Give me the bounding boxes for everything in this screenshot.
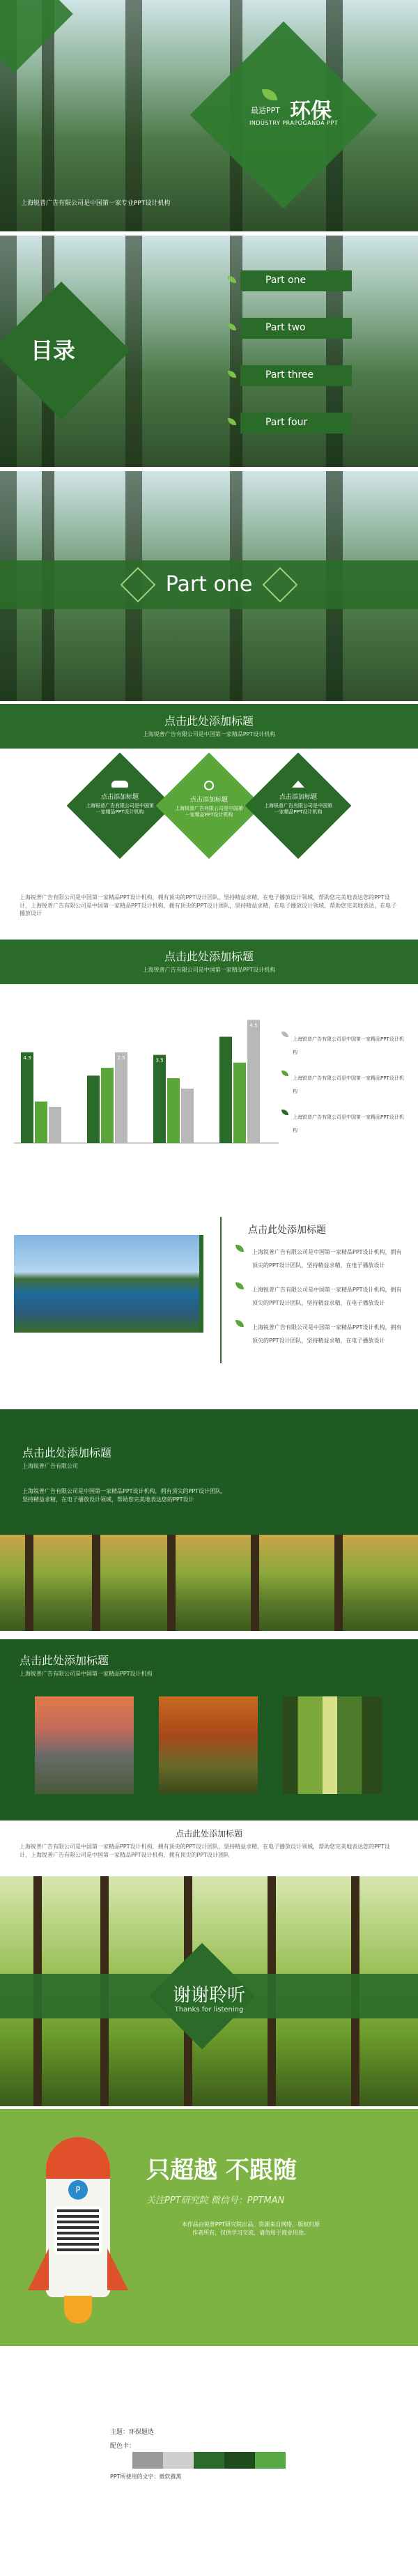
palette-swatch xyxy=(194,2452,224,2469)
leaf-icon xyxy=(281,1110,288,1115)
diamond-title: 点击添加标题 xyxy=(100,794,139,801)
slide-subtitle: 上海锐普广告有限公司 xyxy=(22,1463,78,1469)
bar xyxy=(115,1052,127,1143)
logo-prefix: 最适PPT xyxy=(251,106,280,115)
thanks-title: 谢谢聆听 xyxy=(172,1985,245,2006)
diamond-text: 上海锐普广告有限公司是中国第一家精品PPT设计机构 xyxy=(264,803,332,815)
legend-item-2 xyxy=(281,1069,407,1096)
diamond-1-content xyxy=(85,781,155,816)
slide-title: 点击此处添加标题 xyxy=(164,714,254,728)
thanks-slide xyxy=(0,1876,418,2106)
bar xyxy=(35,1101,47,1143)
agenda-title: 目录 xyxy=(31,337,76,364)
promo-brand-line: 关注PPT研究院 微信号：PPTMAN xyxy=(146,2195,285,2206)
house-icon xyxy=(292,781,304,788)
bar-chart xyxy=(14,1006,279,1160)
chart-legend xyxy=(281,1030,407,1135)
slide-header xyxy=(0,940,418,984)
agenda-slide xyxy=(0,236,418,467)
content-slide-diamonds xyxy=(0,704,418,935)
theme-line: 主题：环保题选 xyxy=(110,2429,155,2436)
slide-title: 点击此处添加标题 xyxy=(164,950,254,963)
slide-title: 点击此处添加标题 xyxy=(22,1446,112,1459)
forest-strip xyxy=(0,1535,418,1631)
fonts-line: PPT所使用的文字：微软雅黑 xyxy=(110,2474,182,2480)
diamond-title: 点击添加标题 xyxy=(189,797,228,804)
text-slide xyxy=(0,1820,418,1876)
leaf-icon xyxy=(235,1282,244,1289)
bar xyxy=(101,1068,114,1143)
bar xyxy=(167,1078,180,1143)
agenda-item-label: Part three xyxy=(265,369,314,381)
list-item xyxy=(235,1319,403,1345)
diamond-2-content xyxy=(174,781,244,819)
bar xyxy=(87,1075,100,1143)
photo-3 xyxy=(283,1696,382,1794)
list-item xyxy=(235,1281,403,1308)
promo-body: 本作品由锐普PPT研究院出品，资源来自网络，版权归原作者所有，仅供学习交流，请勿用于商业用途。 xyxy=(181,2221,320,2236)
leaf-icon xyxy=(235,1320,244,1327)
agenda-item-3[interactable] xyxy=(240,365,352,386)
cover-slide xyxy=(0,0,418,231)
leaf-icon xyxy=(228,371,236,378)
list-text: 上海锐普广告有限公司是中国第一家精品PPT设计机构，拥有顶尖的PPT设计团队，坚持精益求精，在电子播放设计 xyxy=(252,1287,402,1306)
chart-slide xyxy=(0,940,418,1171)
list-item xyxy=(235,1243,403,1270)
slide-subtitle: 上海锐普广告有限公司是中国第一家精品PPT设计机构 xyxy=(20,1671,153,1677)
leaf-icon xyxy=(281,1032,288,1037)
slide-body: 上海锐普广告有限公司是中国第一家精品PPT设计机构，拥有顶尖的PPT设计团队，坚持精益求精，在电子播放设计领域，帮助您完美地表达您的PPT设计 xyxy=(22,1488,227,1503)
rocket-fin-right xyxy=(107,2248,128,2290)
lake-frame-bar xyxy=(199,1235,203,1333)
agenda-item-1[interactable] xyxy=(240,270,352,291)
bar xyxy=(247,1020,260,1143)
section-label: Part one xyxy=(165,572,253,597)
diamond-text: 上海锐普广告有限公司是中国第一家精品PPT设计机构 xyxy=(86,803,154,815)
cover-green-triangle-left xyxy=(0,0,73,73)
palette-label: 配色卡： xyxy=(110,2443,136,2450)
feature-list xyxy=(235,1243,403,1345)
rocket-flame xyxy=(64,2296,92,2324)
palette-swatch xyxy=(255,2452,286,2469)
agenda-item-label: Part one xyxy=(265,275,307,286)
photo-grid-slide xyxy=(0,1639,418,1820)
image-list-slide xyxy=(0,1175,418,1406)
bar xyxy=(181,1089,194,1143)
slide-title: 点击此处添加标题 xyxy=(20,1654,109,1667)
legend-text: 上海锐普广告有限公司是中国第一家精品PPT设计机构 xyxy=(293,1075,404,1094)
leaf-icon xyxy=(228,276,236,283)
agenda-item-label: Part four xyxy=(265,417,308,428)
agenda-list xyxy=(240,270,352,434)
legend-item-3 xyxy=(281,1108,407,1135)
slide-subtitle: 上海锐普广告有限公司是中国第一家精品PPT设计机构 xyxy=(142,967,276,973)
photo-1 xyxy=(35,1696,134,1794)
data-label: 4.5 xyxy=(249,1022,258,1029)
agenda-item-2[interactable] xyxy=(240,318,352,339)
leaf-icon xyxy=(235,1245,244,1252)
leaf-icon xyxy=(228,418,236,425)
diamond-text: 上海锐普广告有限公司是中国第一家精品PPT设计机构 xyxy=(175,806,243,818)
legend-text: 上海锐普广告有限公司是中国第一家精品PPT设计机构 xyxy=(293,1114,404,1133)
bar xyxy=(219,1036,232,1143)
slide-body: 上海锐普广告有限公司是中国第一家精品PPT设计机构，拥有顶尖的PPT设计团队，坚持精益求精，在电子播放设计领域，帮助您完美地表达您的PPT设计，上海锐普广告有限公司是中国第一家精品PPT设计机构，拥有顶尖的PPT设计团队，坚持精益求精，在电子播放设计领域，帮助您完美地表达，在电子播放设计 xyxy=(20,894,397,917)
promo-slide xyxy=(0,2109,418,2346)
rocket-badge-icon: P xyxy=(68,2180,88,2200)
bar xyxy=(153,1055,166,1143)
data-label: 2.5 xyxy=(117,1055,125,1061)
rocket-nose xyxy=(46,2137,110,2179)
agenda-item-label: Part two xyxy=(265,322,306,333)
cover-green-diamond xyxy=(190,22,378,209)
slide-body: 上海锐普广告有限公司是中国第一家精品PPT设计机构，拥有顶尖的PPT设计团队，坚持精益求精，在电子播放设计领域，帮助您完美地表达您的PPT设计，上海锐普广告有限公司是中国第一家精品PPT设计机构，拥有顶尖的PPT设计团队 xyxy=(20,1843,390,1858)
logo-main: 环保 xyxy=(290,99,332,123)
slide-title: 点击此处添加标题 xyxy=(175,1829,242,1839)
green-text-slide xyxy=(0,1409,418,1535)
color-palette xyxy=(132,2452,286,2469)
slide-header xyxy=(0,704,418,749)
data-label: 3.5 xyxy=(155,1057,164,1064)
qr-code-icon xyxy=(54,2207,102,2254)
lake-photo xyxy=(14,1235,199,1333)
photo-2 xyxy=(159,1696,258,1794)
thanks-subtitle: Thanks for listening xyxy=(174,2006,244,2014)
vertical-divider xyxy=(220,1217,222,1363)
palette-swatch xyxy=(163,2452,194,2469)
leaf-icon xyxy=(281,1071,288,1076)
legend-item-1 xyxy=(281,1030,407,1057)
sun-icon xyxy=(204,781,214,790)
bar xyxy=(49,1107,61,1143)
palette-swatch xyxy=(224,2452,255,2469)
section-slide xyxy=(0,471,418,701)
data-label: 4.3 xyxy=(23,1055,31,1061)
diamond-title: 点击添加标题 xyxy=(279,794,317,801)
bar xyxy=(21,1052,33,1143)
palette-swatch xyxy=(132,2452,163,2469)
slide-title: 点击此处添加标题 xyxy=(248,1225,326,1236)
cover-tagline: 上海锐普广告有限公司是中国第一家专业PPT设计机构 xyxy=(21,200,171,207)
leaf-icon xyxy=(228,323,236,330)
bar xyxy=(233,1063,246,1143)
logo-sub: INDUSTRY PRAPOGANDA PPT xyxy=(249,120,339,126)
slide-subtitle: 上海锐普广告有限公司是中国第一家精品PPT设计机构 xyxy=(142,731,276,737)
diamond-3-content xyxy=(263,781,333,816)
list-text: 上海锐普广告有限公司是中国第一家精品PPT设计机构，拥有顶尖的PPT设计团队，坚持精益求精，在电子播放设计 xyxy=(252,1249,402,1268)
list-text: 上海锐普广告有限公司是中国第一家精品PPT设计机构，拥有顶尖的PPT设计团队，坚持精益求精，在电子播放设计 xyxy=(252,1324,402,1344)
promo-headline: 只超越 不跟随 xyxy=(146,2156,297,2184)
info-slide xyxy=(0,2346,418,2576)
agenda-item-4[interactable] xyxy=(240,413,352,434)
rocket-fin-left xyxy=(28,2248,49,2290)
legend-text: 上海锐普广告有限公司是中国第一家精品PPT设计机构 xyxy=(293,1036,404,1055)
car-icon xyxy=(111,781,128,788)
